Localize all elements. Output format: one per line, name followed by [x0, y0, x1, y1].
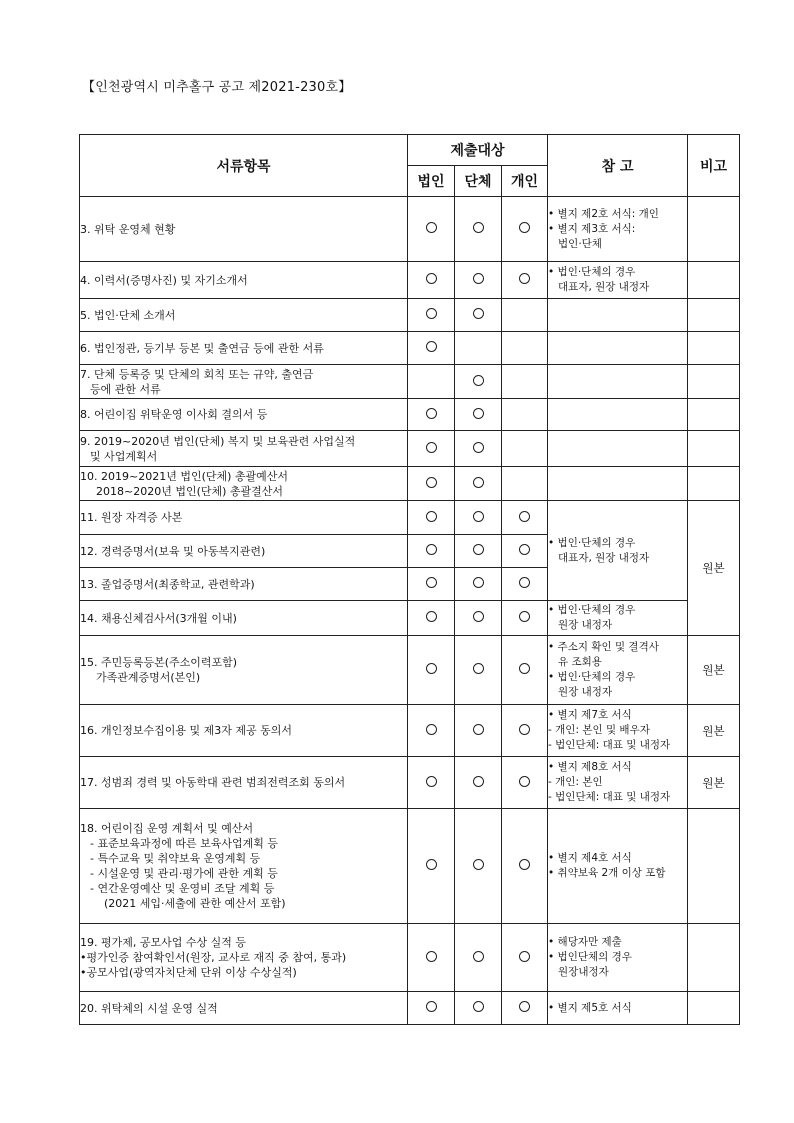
- table-row: 13. 졸업증명서(최종학교, 관련학과): [80, 568, 740, 601]
- circle-mark: [473, 544, 484, 555]
- circle-mark: [426, 663, 437, 674]
- circle-mark: [473, 577, 484, 588]
- circle-mark: [426, 611, 437, 622]
- circle-mark: [426, 511, 437, 522]
- circle-mark: [426, 776, 437, 787]
- table-row: 10. 2019~2021년 법인(단체) 총괄예산서 2018~2020년 법인(단체) 총괄결산서: [80, 467, 740, 501]
- table-row: 19. 평가제, 공모사업 수상 실적 등 •평가인증 참여확인서(원장, 교사로 재직 중 참여, 통과) •공모사업(광역자치단체 단위 이상 수상실적) • 해당자만 제출 • 법인단체의 경우 원장내정자: [80, 924, 740, 992]
- circle-mark: [473, 511, 484, 522]
- table-row: 7. 단체 등록증 및 단체의 회칙 또는 규약, 출연금 등에 관한 서류: [80, 365, 740, 399]
- table-row: 8. 어린이집 위탁운영 이사회 결의서 등: [80, 399, 740, 431]
- circle-mark: [426, 273, 437, 284]
- circle-mark: [426, 951, 437, 962]
- header-submit: 제출대상: [408, 135, 548, 166]
- note-original: 원본: [688, 705, 740, 757]
- circle-mark: [519, 544, 530, 555]
- circle-mark: [519, 859, 530, 870]
- table-row: 12. 경력증명서(보육 및 아동복지관련): [80, 535, 740, 568]
- circle-mark: [426, 577, 437, 588]
- circle-mark: [473, 859, 484, 870]
- table-row: 9. 2019~2020년 법인(단체) 복지 및 보육관련 사업실적 및 사업계획서: [80, 431, 740, 467]
- header-ref: 참 고: [548, 135, 688, 197]
- circle-mark: [519, 273, 530, 284]
- header-corp: 법인: [408, 166, 455, 197]
- circle-mark: [519, 511, 530, 522]
- note-original: 원본: [688, 757, 740, 809]
- notice-title: 【인천광역시 미추홀구 공고 제2021-230호】: [82, 80, 352, 95]
- circle-mark: [473, 951, 484, 962]
- circle-mark: [473, 1001, 484, 1012]
- table-row: 17. 성범죄 경력 및 아동학대 관련 범죄전력조회 동의서 • 별지 제8호 서식 - 개인: 본인 - 법인단체: 대표 및 내정자 원본: [80, 757, 740, 809]
- table-row: 15. 주민등록등본(주소이력포함) 가족관계증명서(본인) • 주소지 확인 및 결격사 유 조회용 • 법인·단체의 경우 원장 내정자 원본: [80, 636, 740, 705]
- circle-mark: [426, 1001, 437, 1012]
- circle-mark: [473, 308, 484, 319]
- circle-mark: [519, 663, 530, 674]
- circle-mark: [426, 341, 437, 352]
- table-row: 14. 채용신체검사서(3개월 이내) • 법인·단체의 경우 원장 내정자: [80, 601, 740, 636]
- circle-mark: [473, 724, 484, 735]
- table-row: 20. 위탁체의 시설 운영 실적 • 별지 제5호 서식: [80, 992, 740, 1025]
- note-original: 원본: [688, 501, 740, 636]
- header-group: 단체: [455, 166, 502, 197]
- table-row: 3. 위탁 운영체 현황 • 별지 제2호 서식: 개인 • 별지 제3호 서식: 법인·단체: [80, 197, 740, 262]
- circle-mark: [519, 611, 530, 622]
- table-row: 4. 이력서(증명사진) 및 자기소개서 • 법인·단체의 경우 대표자, 원장 내정자: [80, 262, 740, 299]
- circle-mark: [473, 408, 484, 419]
- circle-mark: [473, 273, 484, 284]
- circle-mark: [426, 222, 437, 233]
- header-note: 비고: [688, 135, 740, 197]
- document-table: [79, 134, 740, 1025]
- table-row: 11. 원장 자격증 사본 • 법인·단체의 경우 대표자, 원장 내정자 원본: [80, 501, 740, 535]
- circle-mark: [426, 724, 437, 735]
- circle-mark: [426, 408, 437, 419]
- circle-mark: [426, 442, 437, 453]
- circle-mark: [426, 544, 437, 555]
- table-row: 18. 어린이집 운영 계획서 및 예산서 - 표준보육과정에 따른 보육사업계획 등 - 특수교육 및 취약보육 운영계획 등 - 시설운영 및 관리·평가에 관한 계획 등 - 연간운영예산 및 운영비 조달 계획 등 (2021 세입·세출에 관한 예산서 포함) • 별지 제4호 서식 • 취약보육 2개 이상 포함: [80, 809, 740, 924]
- circle-mark: [426, 308, 437, 319]
- circle-mark: [519, 951, 530, 962]
- circle-mark: [426, 859, 437, 870]
- circle-mark: [473, 663, 484, 674]
- circle-mark: [473, 222, 484, 233]
- note-original: 원본: [688, 636, 740, 705]
- circle-mark: [519, 1001, 530, 1012]
- circle-mark: [473, 442, 484, 453]
- circle-mark: [519, 577, 530, 588]
- table-row: 6. 법인정관, 등기부 등본 및 출연금 등에 관한 서류: [80, 332, 740, 365]
- circle-mark: [519, 776, 530, 787]
- circle-mark: [426, 477, 437, 488]
- header-person: 개인: [502, 166, 548, 197]
- circle-mark: [473, 375, 484, 386]
- circle-mark: [473, 611, 484, 622]
- circle-mark: [519, 724, 530, 735]
- header-item: 서류항목: [80, 135, 408, 197]
- circle-mark: [473, 776, 484, 787]
- circle-mark: [473, 477, 484, 488]
- table-row: 5. 법인·단체 소개서: [80, 299, 740, 332]
- circle-mark: [519, 222, 530, 233]
- table-row: 16. 개인정보수집이용 및 제3자 제공 동의서 • 별지 제7호 서식 - 개인: 본인 및 배우자 - 법인단체: 대표 및 내정자 원본: [80, 705, 740, 757]
